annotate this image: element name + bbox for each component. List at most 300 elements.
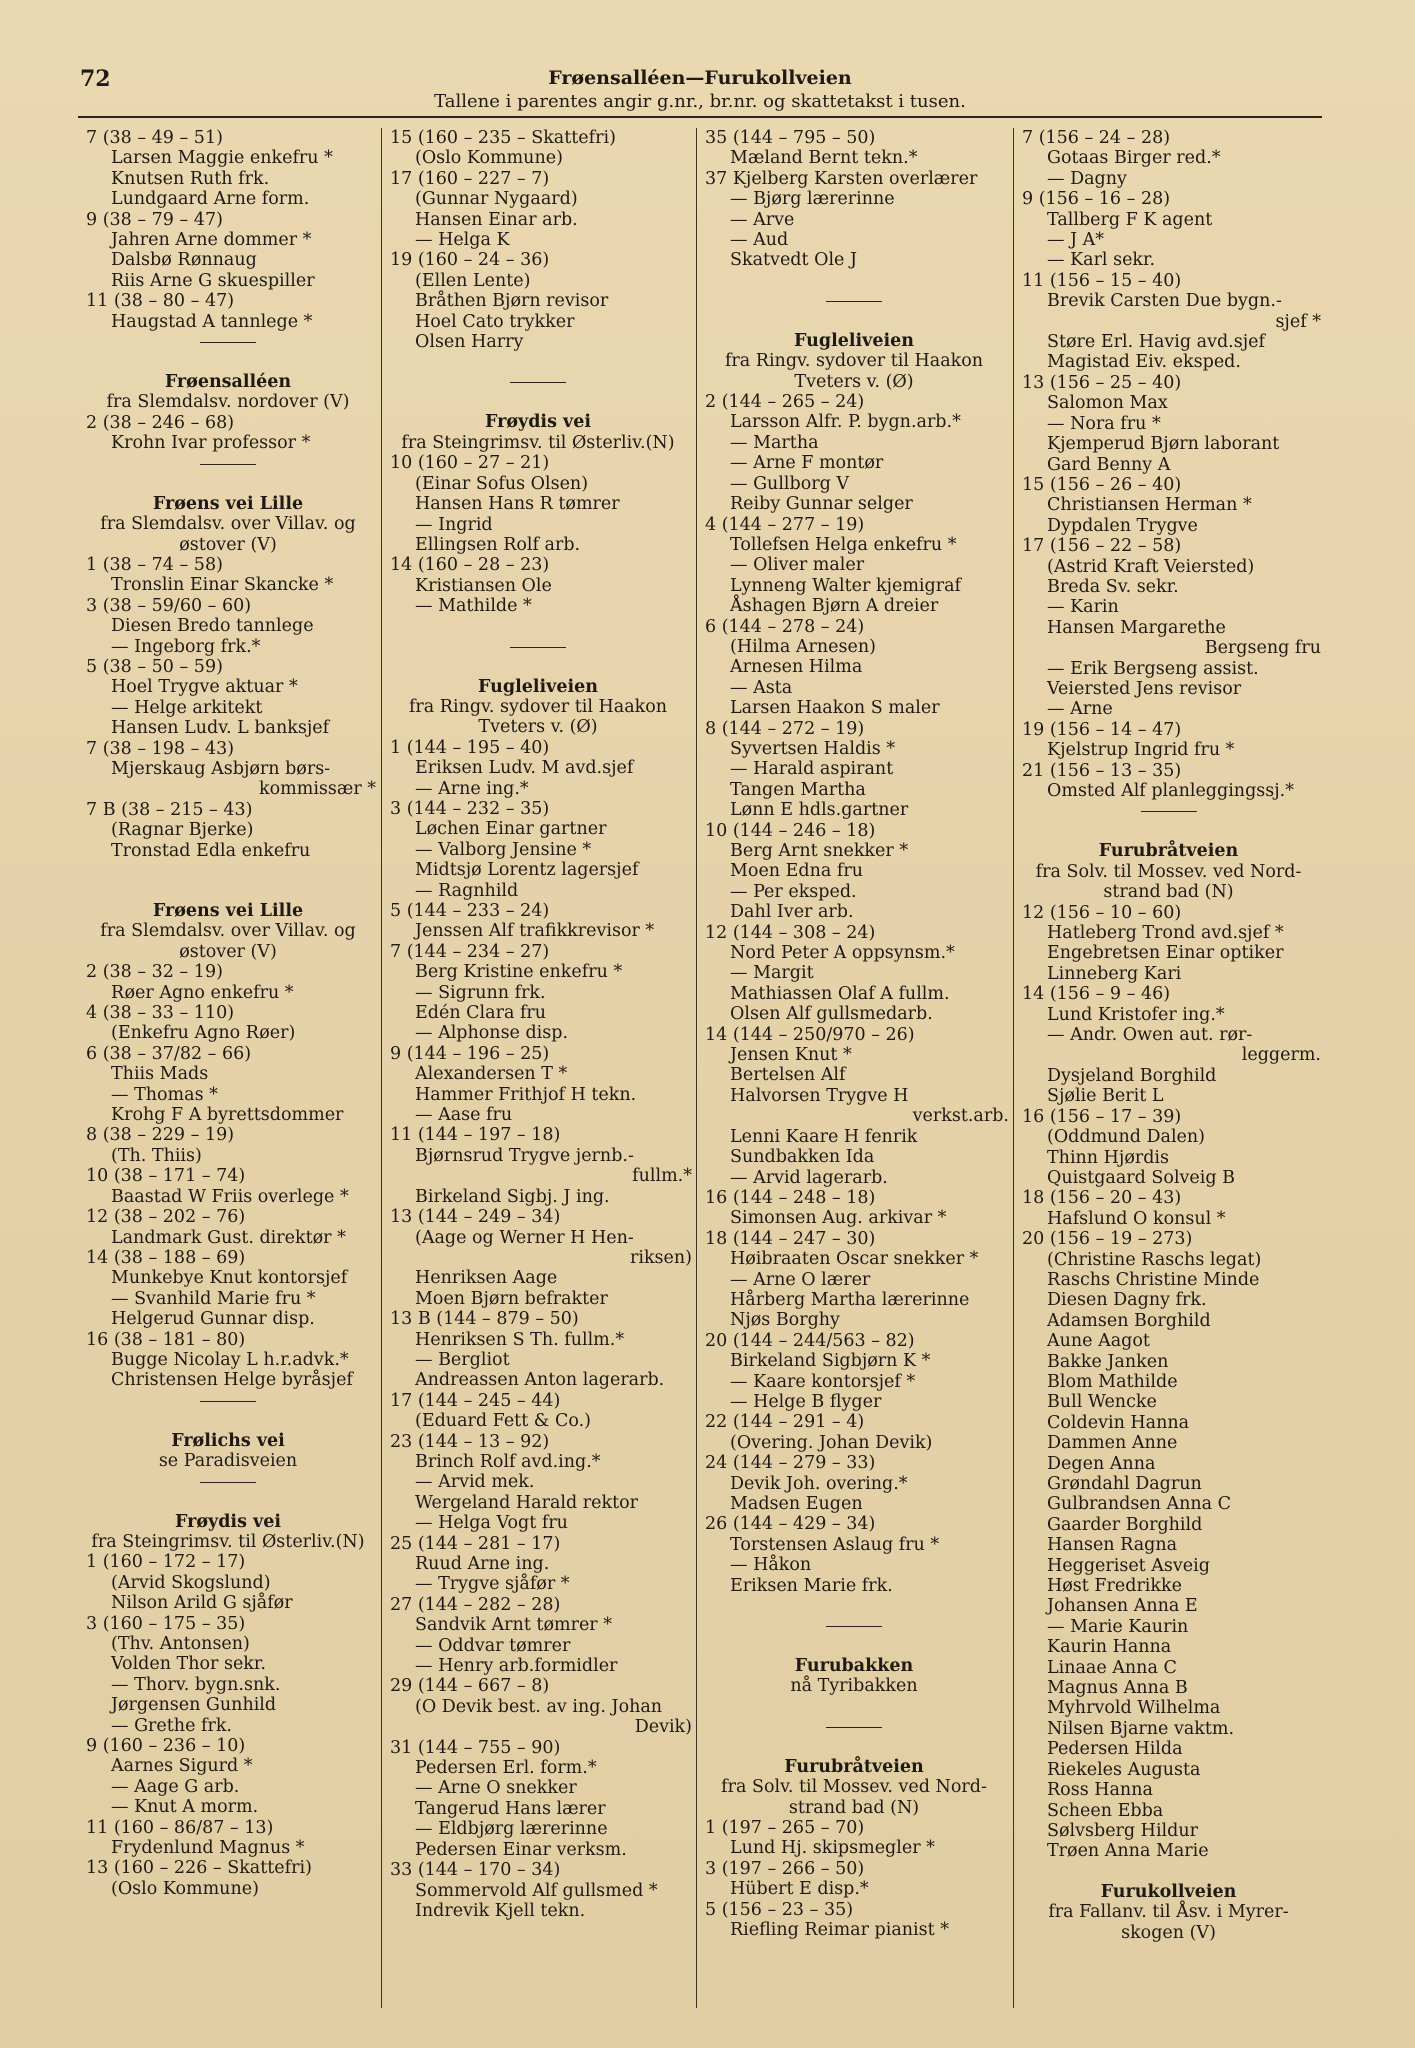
resident-entry: (Ellen Lente) — [415, 270, 531, 291]
resident-entry: Larsen Haakon S maler — [730, 698, 940, 719]
resident-entry: — Valborg Jensine * — [415, 839, 592, 860]
resident-entry: — Arne O lærer — [730, 1269, 871, 1290]
street-description: fra Steingrimsv. til Østerliv.(N) — [401, 432, 675, 453]
house-number-entry: 11 (156 – 15 – 40) — [1022, 270, 1182, 291]
house-number-entry: 19 (160 – 24 – 36) — [390, 250, 550, 271]
house-number-entry: 11 (144 – 197 – 18) — [390, 1125, 561, 1146]
section-divider — [78, 454, 378, 474]
resident-entry: Veiersted Jens revisor — [1047, 678, 1242, 699]
resident-entry: Sundbakken Ida — [730, 1147, 875, 1168]
resident-entry: Degen Anna — [1047, 1453, 1156, 1474]
resident-entry: Midtsjø Lorentz lagersjef — [415, 860, 639, 881]
street-description: nå Tyribakken — [790, 1676, 918, 1697]
house-number-entry: 5 (156 – 23 – 35) — [705, 1899, 854, 1920]
resident-entry: Bråthen Bjørn revisor — [415, 291, 609, 312]
house-number-entry: 17 (156 – 22 – 58) — [1022, 536, 1182, 557]
house-number-entry: 8 (38 – 229 – 19) — [86, 1125, 235, 1146]
resident-entry: Tangerud Hans lærer — [415, 1798, 606, 1819]
resident-entry: — Gullborg V — [730, 473, 850, 494]
house-number-entry: 12 (144 – 308 – 24) — [705, 922, 876, 943]
resident-entry: — Bergliot — [415, 1349, 510, 1370]
house-number-entry: 8 (144 – 272 – 19) — [705, 718, 865, 739]
resident-entry: Sandvik Arnt tømrer * — [415, 1615, 612, 1636]
resident-entry: Njøs Borghy — [730, 1310, 840, 1331]
resident-entry: Krohn Ivar professor * — [111, 433, 311, 454]
house-number-entry: 14 (144 – 250/970 – 26) — [705, 1024, 915, 1045]
house-number-entry: 7 (38 – 198 – 43) — [86, 738, 235, 759]
house-number-entry: 31 (144 – 755 – 90) — [390, 1737, 561, 1758]
house-number-entry: 3 (144 – 232 – 35) — [390, 798, 550, 819]
resident-entry: Skatvedt Ole J — [730, 250, 857, 271]
resident-entry: Gulbrandsen Anna C — [1047, 1494, 1232, 1515]
street-description: østover (V) — [179, 534, 277, 555]
resident-entry: Gotaas Birger red.* — [1047, 148, 1221, 169]
house-number-entry: 18 (144 – 247 – 30) — [705, 1228, 876, 1249]
resident-entry: Lenni Kaare H fenrik — [730, 1126, 918, 1147]
resident-entry: Kjelstrup Ingrid fru * — [1047, 740, 1235, 761]
resident-entry: Bertelsen Alf — [730, 1065, 846, 1086]
street-description: fra Solv. til Mossev. ved Nord- — [1035, 861, 1302, 882]
resident-entry: Lund Kristofer ing.* — [1047, 1004, 1225, 1025]
resident-entry: Henriksen S Th. fullm.* — [415, 1329, 625, 1350]
resident-entry: Aune Aagot — [1047, 1331, 1150, 1352]
house-number-entry: 9 (156 – 16 – 28) — [1022, 189, 1171, 210]
resident-entry: Thinn Hjørdis — [1047, 1147, 1170, 1168]
house-number-entry: 16 (38 – 181 – 80) — [86, 1329, 246, 1350]
resident-entry: Moen Edna fru — [730, 861, 864, 882]
resident-entry: Henriksen Aage — [415, 1268, 558, 1289]
house-number-entry: 6 (38 – 37/82 – 66) — [86, 1043, 252, 1064]
street-description: fra Slemdalsv. over Villav. og — [100, 921, 356, 942]
resident-entry: Linneberg Kari — [1047, 963, 1182, 984]
resident-entry: Arnesen Hilma — [730, 657, 863, 678]
resident-entry: Bull Wencke — [1047, 1392, 1157, 1413]
resident-entry: Mathiassen Olaf A fullm. — [730, 983, 950, 1004]
resident-entry: — Margit — [730, 963, 814, 984]
resident-entry: (Oslo Kommune) — [415, 148, 563, 169]
street-heading: Furubakken — [794, 1656, 914, 1677]
resident-entry: Riis Arne G skuespiller — [111, 270, 315, 291]
resident-entry: — Per eksped. — [730, 881, 857, 902]
house-number-entry: 7 B (38 – 215 – 43) — [86, 799, 253, 820]
resident-entry: Gaarder Borghild — [1047, 1514, 1203, 1535]
header-rule — [78, 116, 1322, 118]
house-number-entry: 10 (160 – 27 – 21) — [390, 453, 550, 474]
resident-entry: Berg Arnt snekker * — [730, 841, 909, 861]
house-number-entry: 18 (156 – 20 – 43) — [1022, 1188, 1182, 1209]
resident-entry: Bakke Janken — [1047, 1351, 1169, 1372]
resident-entry: Hårberg Martha lærerinne — [730, 1289, 970, 1310]
resident-entry: Jenssen Alf trafikkrevisor * — [415, 921, 655, 942]
resident-entry: Dysjeland Borghild — [1047, 1065, 1217, 1086]
resident-entry: Nilsen Bjarne vaktm. — [1047, 1718, 1235, 1739]
house-number-entry: 17 (144 – 245 – 44) — [390, 1390, 561, 1411]
resident-entry: Riefling Reimar pianist * — [730, 1920, 949, 1941]
street-description: fra Slemdalsv. over Villav. og — [100, 514, 356, 535]
resident-entry: Jensen Knut * — [730, 1045, 852, 1066]
resident-entry: Åshagen Bjørn A dreier — [730, 596, 939, 617]
spacer — [78, 1411, 378, 1431]
resident-entry: Grøndahl Dagrun — [1047, 1474, 1202, 1494]
resident-entry: — Eldbjørg lærerinne — [415, 1819, 608, 1840]
resident-entry: Tronslin Einar Skancke * — [111, 575, 334, 596]
resident-entry: Landmark Gust. direktør * — [111, 1227, 346, 1248]
section-divider — [382, 637, 694, 657]
house-number-entry: 23 (144 – 13 – 92) — [390, 1431, 550, 1452]
resident-entry: Wergeland Harald rektor — [415, 1492, 639, 1513]
resident-entry: Hansen Hans R tømrer — [415, 494, 620, 515]
resident-entry: — Helge B flyger — [730, 1391, 882, 1412]
resident-entry: Jahren Arne dommer * — [111, 230, 312, 251]
resident-entry: (Ragnar Bjerke) — [111, 820, 254, 841]
resident-entry: Hansen Ragna — [1047, 1535, 1178, 1556]
resident-entry: Tollefsen Helga enkefru * — [730, 534, 957, 555]
resident-entry: Syvertsen Haldis * — [730, 738, 896, 759]
street-heading: Frøens vei Lille — [152, 493, 304, 514]
street-description: Tveters v. (Ø) — [478, 717, 598, 738]
spacer — [78, 1492, 378, 1512]
house-number-entry: 1 (38 – 74 – 58) — [86, 554, 223, 575]
resident-entry: — Arne F montør — [730, 453, 884, 474]
resident-entry: — Kaare kontorsjef * — [730, 1371, 916, 1392]
spacer — [382, 617, 694, 637]
spacer — [382, 352, 694, 372]
resident-entry: Tangen Martha — [730, 779, 866, 800]
resident-entry: Omsted Alf planleggingssj.* — [1047, 781, 1294, 801]
section-divider — [382, 372, 694, 392]
resident-entry: Løchen Einar gartner — [415, 819, 607, 840]
resident-entry: Magistad Eiv. eksped. — [1047, 352, 1241, 373]
resident-entry: Helgerud Gunnar disp. — [111, 1309, 315, 1330]
continuation-text: sjef * — [1275, 311, 1321, 332]
continuation-text: Bergseng fru — [1204, 638, 1321, 659]
house-number-entry: 3 (38 – 59/60 – 60) — [86, 595, 252, 616]
spacer — [697, 1697, 1011, 1717]
resident-entry: Aarnes Sigurd * — [111, 1756, 253, 1777]
resident-entry: — Ingeborg frk.* — [111, 636, 261, 657]
column-1 — [78, 128, 378, 2008]
resident-entry: Lund Hj. skipsmegler * — [730, 1838, 935, 1859]
resident-entry: (Enkefru Agno Røer) — [111, 1023, 296, 1044]
house-number-entry: 25 (144 – 281 – 17) — [390, 1533, 561, 1554]
resident-entry: — Martha — [730, 432, 819, 453]
resident-entry: Hammer Frithjof H tekn. — [415, 1084, 637, 1105]
house-number-entry: 20 (156 – 19 – 273) — [1022, 1229, 1193, 1250]
house-number-entry: 13 (156 – 25 – 40) — [1022, 372, 1182, 393]
spacer — [1014, 1862, 1323, 1882]
street-description: fra Ringv. sydover til Haakon — [724, 351, 984, 372]
resident-entry: Reiby Gunnar selger — [730, 494, 913, 515]
resident-entry: Kjemperud Bjørn laborant — [1047, 434, 1280, 455]
resident-entry: Myhrvold Wilhelma — [1047, 1698, 1221, 1719]
resident-entry: Larsen Maggie enkefru * — [111, 148, 333, 169]
resident-entry: Dypdalen Trygve — [1047, 515, 1198, 536]
resident-entry: Eriksen Marie frk. — [730, 1575, 893, 1596]
resident-entry: Scheen Ebba — [1047, 1800, 1164, 1821]
resident-entry: (Hilma Arnesen) — [730, 636, 876, 657]
street-description: strand bad (N) — [788, 1797, 920, 1818]
resident-entry: Birkeland Sigbjørn K * — [730, 1351, 931, 1372]
house-number-entry: 3 (160 – 175 – 35) — [86, 1613, 246, 1634]
resident-entry: — Erik Bergseng assist. — [1047, 658, 1259, 679]
street-description: Tveters v. (Ø) — [794, 371, 914, 392]
house-number-entry: 33 (144 – 170 – 34) — [390, 1860, 561, 1881]
spacer — [697, 271, 1011, 291]
house-number-entry: 7 (38 – 49 – 51) — [86, 128, 223, 148]
resident-entry: — Helga Vogt fru — [415, 1513, 568, 1534]
resident-entry: — Dagny — [1047, 168, 1127, 189]
street-heading: Fugleliveien — [794, 330, 914, 351]
street-heading: Frølichs vei — [171, 1430, 285, 1451]
resident-entry: Birkeland Sigbj. J ing. — [415, 1186, 610, 1207]
spacer — [78, 881, 378, 901]
section-divider — [78, 1472, 378, 1492]
resident-entry: Diesen Bredo tannlege — [111, 616, 314, 637]
resident-entry: Engebretsen Einar optiker — [1047, 943, 1284, 964]
page-title: Frøensalléen—Furukollveien — [548, 67, 852, 89]
street-heading: Furukollveien — [1100, 1881, 1237, 1902]
resident-entry: Hoel Cato trykker — [415, 311, 575, 332]
resident-entry: Dammen Anne — [1047, 1433, 1178, 1454]
resident-entry: — Bjørg lærerinne — [730, 189, 895, 210]
resident-entry: Riekeles Augusta — [1047, 1759, 1201, 1780]
resident-entry: (Einar Sofus Olsen) — [415, 473, 589, 494]
continuation-text: fullm.* — [632, 1166, 692, 1187]
section-divider — [697, 291, 1011, 311]
resident-entry: Magnus Anna B — [1047, 1678, 1188, 1699]
resident-entry: — Knut A morm. — [111, 1797, 259, 1818]
house-number-entry: 9 (144 – 196 – 25) — [390, 1043, 550, 1064]
resident-entry: — Alphonse disp. — [415, 1023, 569, 1044]
continuation-text: kommissær * — [258, 779, 376, 800]
resident-entry: — Trygve sjåfør * — [415, 1574, 570, 1595]
resident-entry: — Arne ing.* — [415, 778, 529, 799]
house-number-entry: 7 (144 – 234 – 27) — [390, 941, 550, 962]
street-description: fra Steingrimsv. til Østerliv.(N) — [91, 1531, 365, 1552]
house-number-entry: 2 (38 – 32 – 19) — [86, 962, 223, 983]
resident-entry: — Ragnhild — [415, 880, 519, 901]
section-divider — [697, 1616, 1011, 1636]
resident-entry: — Andr. Owen aut. rør- — [1047, 1025, 1253, 1046]
resident-entry: — Helge arkitekt — [111, 697, 263, 718]
spacer — [697, 1596, 1011, 1616]
section-divider — [1014, 801, 1323, 821]
resident-entry: Madsen Eugen — [730, 1494, 863, 1514]
column-4 — [1013, 128, 1323, 2008]
house-number-entry: 12 (156 – 10 – 60) — [1022, 902, 1182, 923]
resident-entry: Kristiansen Ole — [415, 575, 552, 596]
spacer — [78, 352, 378, 372]
resident-entry: Krohg F A byrettsdommer — [111, 1105, 344, 1126]
resident-entry: Lynneng Walter kjemigraf — [730, 575, 962, 596]
resident-entry: Adamsen Borghild — [1047, 1310, 1211, 1331]
resident-entry: (Christine Raschs legat) — [1047, 1249, 1262, 1270]
street-description: fra Slemdalsv. nordover (V) — [106, 392, 350, 413]
resident-entry: Ruud Arne ing. — [415, 1554, 550, 1574]
house-number-entry: 3 (197 – 266 – 50) — [705, 1858, 865, 1879]
resident-entry: (Oslo Kommune) — [111, 1878, 259, 1899]
house-number-entry: 14 (156 – 9 – 46) — [1022, 984, 1171, 1005]
house-number-entry: 16 (144 – 248 – 18) — [705, 1187, 876, 1208]
resident-entry: Olsen Harry — [415, 332, 524, 353]
house-number-entry: 13 (144 – 249 – 34) — [390, 1207, 561, 1228]
resident-entry: — Grethe frk. — [111, 1715, 232, 1736]
resident-entry: (Thv. Antonsen) — [111, 1634, 250, 1654]
resident-entry: — Oddvar tømrer — [415, 1635, 571, 1656]
house-number-entry: 12 (38 – 202 – 76) — [86, 1207, 246, 1228]
column-2 — [381, 128, 694, 2008]
house-number-entry: 37 Kjelberg Karsten overlærer — [705, 168, 978, 189]
continuation-text: leggerm. — [1241, 1045, 1321, 1066]
house-number-entry: 11 (160 – 86/87 – 13) — [86, 1817, 274, 1838]
spacer — [78, 474, 378, 494]
resident-entry: Larsson Alfr. P. bygn.arb.* — [730, 412, 961, 433]
street-heading: Frøensalléen — [164, 372, 292, 393]
page-subtitle: Tallene i parentes angir g.nr., br.nr. og skattetakst i tusen. — [434, 91, 966, 112]
resident-entry: (O Devik best. av ing. Johan — [415, 1696, 663, 1717]
street-heading: Frøens vei Lille — [152, 901, 304, 921]
resident-entry: — Svanhild Marie fru * — [111, 1288, 316, 1309]
resident-entry: Torstensen Aslaug fru * — [730, 1534, 940, 1555]
resident-entry: (Gunnar Nygaard) — [415, 189, 578, 210]
section-divider — [697, 1717, 1011, 1737]
street-heading: Furubråtveien — [784, 1756, 924, 1777]
resident-entry: Hoel Trygve aktuar * — [111, 677, 298, 698]
street-description: skogen (V) — [1121, 1922, 1216, 1943]
resident-entry: Moen Bjørn befrakter — [415, 1288, 608, 1309]
resident-entry: Lundgaard Arne form. — [111, 189, 310, 210]
street-description: se Paradisveien — [158, 1451, 298, 1472]
resident-entry: Munkebye Knut kontorsjef — [111, 1268, 348, 1289]
resident-entry: Frydenlund Magnus * — [111, 1838, 305, 1859]
house-number-entry: 9 (38 – 79 – 47) — [86, 209, 223, 230]
resident-entry: Christensen Helge byråsjef — [111, 1370, 353, 1391]
house-number-entry: 14 (38 – 188 – 69) — [86, 1247, 246, 1268]
resident-entry: Jørgensen Gunhild — [111, 1695, 277, 1716]
street-description: østover (V) — [179, 941, 277, 962]
resident-entry: Bugge Nicolay L h.r.advk.* — [111, 1349, 349, 1370]
resident-entry: Halvorsen Trygve H — [730, 1085, 909, 1106]
house-number-entry: 13 (160 – 226 – Skattefri) — [86, 1858, 312, 1879]
spacer — [382, 392, 694, 412]
house-number-entry: 11 (38 – 80 – 47) — [86, 291, 235, 312]
page-header — [395, 66, 1005, 114]
resident-entry: (Oddmund Dalen) — [1047, 1127, 1205, 1148]
resident-entry: Hansen Margarethe — [1047, 617, 1226, 638]
resident-entry: Indrevik Kjell tekn. — [415, 1900, 586, 1921]
continuation-text: Devik) — [634, 1717, 692, 1738]
resident-entry: — Karl sekr. — [1047, 250, 1156, 271]
resident-entry: — Helga K — [415, 230, 510, 251]
resident-entry: Devik Joh. overing.* — [730, 1473, 908, 1494]
resident-entry: Edén Clara fru — [415, 1003, 547, 1024]
resident-entry: Dalsbø Rønnaug — [111, 250, 257, 271]
spacer — [697, 1636, 1011, 1656]
resident-entry: Breda Sv. sekr. — [1047, 576, 1179, 597]
resident-entry: — Arne — [1047, 699, 1113, 720]
resident-entry: Volden Thor sekr. — [111, 1654, 266, 1675]
resident-entry: Pedersen Einar verksm. — [415, 1839, 627, 1860]
resident-entry: — Marie Kaurin — [1047, 1616, 1189, 1637]
column-3 — [696, 128, 1011, 2008]
resident-entry: Røer Agno enkefru * — [111, 982, 294, 1003]
resident-entry: Blom Mathilde — [1047, 1371, 1178, 1392]
house-number-entry: 27 (144 – 282 – 28) — [390, 1594, 561, 1615]
resident-entry: Andreassen Anton lagerarb. — [415, 1370, 665, 1391]
resident-entry: Høibraaten Oscar snekker * — [730, 1249, 979, 1270]
section-divider — [78, 332, 378, 352]
resident-entry: — Oliver maler — [730, 555, 865, 576]
house-number-entry: 16 (156 – 17 – 39) — [1022, 1106, 1182, 1127]
house-number-entry: 24 (144 – 279 – 33) — [705, 1453, 876, 1474]
house-number-entry: 4 (38 – 33 – 110) — [86, 1003, 235, 1024]
house-number-entry: 22 (144 – 291 – 4) — [705, 1412, 865, 1433]
street-heading: Frøydis vei — [485, 412, 591, 433]
resident-entry: — Thorv. bygn.snk. — [111, 1674, 281, 1695]
resident-entry: — Karin — [1047, 597, 1119, 618]
house-number-entry: 26 (144 – 429 – 34) — [705, 1514, 876, 1535]
resident-entry: Simonsen Aug. arkivar * — [730, 1208, 947, 1229]
resident-entry: Nord Peter A oppsynsm.* — [730, 943, 955, 964]
resident-entry: Ellingsen Rolf arb. — [415, 534, 581, 555]
street-description: fra Ringv. sydover til Haakon — [408, 696, 668, 717]
resident-entry: Salomon Max — [1047, 393, 1168, 414]
house-number-entry: 5 (38 – 50 – 59) — [86, 656, 223, 677]
house-number-entry: 4 (144 – 277 – 19) — [705, 514, 865, 535]
resident-entry: Eriksen Ludv. M avd.sjef — [415, 758, 634, 779]
house-number-entry: 14 (160 – 28 – 23) — [390, 555, 550, 576]
resident-entry: Sommervold Alf gullsmed * — [415, 1880, 658, 1901]
resident-entry: Sølvsberg Hildur — [1047, 1820, 1198, 1841]
spacer — [1014, 821, 1323, 841]
resident-entry: — Asta — [730, 677, 793, 698]
house-number-entry: 6 (144 – 278 – 24) — [705, 616, 865, 637]
street-heading: Furubråtveien — [1098, 841, 1239, 862]
resident-entry: (Eduard Fett & Co.) — [415, 1411, 591, 1432]
resident-entry: — Aase fru — [415, 1105, 513, 1126]
resident-entry: — Aage G arb. — [111, 1776, 240, 1797]
resident-entry: Støre Erl. Havig avd.sjef — [1047, 332, 1265, 353]
house-number-entry: 21 (156 – 13 – 35) — [1022, 760, 1182, 781]
spacer — [697, 1737, 1011, 1757]
house-number-entry: 17 (160 – 227 – 7) — [390, 168, 550, 189]
street-description: fra Solv. til Mossev. ved Nord- — [721, 1777, 987, 1798]
resident-entry: Olsen Alf gullsmedarb. — [730, 1004, 933, 1025]
resident-entry: Johansen Anna E — [1047, 1596, 1198, 1617]
house-number-entry: 15 (160 – 235 – Skattefri) — [390, 128, 616, 148]
house-number-entry: 5 (144 – 233 – 24) — [390, 901, 550, 921]
house-number-entry: 10 (144 – 246 – 18) — [705, 820, 876, 841]
resident-entry: — Arne O snekker — [415, 1778, 577, 1799]
resident-entry: Baastad W Friis overlege * — [111, 1186, 349, 1207]
resident-entry: (Aage og Werner H Hen- — [415, 1227, 634, 1248]
resident-entry: Kaurin Hanna — [1047, 1637, 1172, 1658]
house-number-entry: 19 (156 – 14 – 47) — [1022, 719, 1182, 740]
resident-entry: (Overing. Johan Devik) — [730, 1432, 933, 1453]
resident-entry: — Mathilde * — [415, 596, 532, 617]
spacer — [697, 311, 1011, 331]
street-description: strand bad (N) — [1103, 882, 1234, 903]
resident-entry: — J A* — [1047, 230, 1105, 251]
street-heading: Frøydis vei — [175, 1511, 281, 1532]
resident-entry: Mæland Bernt tekn.* — [730, 148, 918, 169]
resident-entry: Knutsen Ruth frk. — [111, 168, 270, 189]
resident-entry: (Th. Thiis) — [111, 1145, 202, 1166]
resident-entry: — Sigrunn frk. — [415, 982, 546, 1003]
street-heading: Fugleliveien — [478, 676, 598, 697]
resident-entry: Trøen Anna Marie — [1047, 1841, 1209, 1862]
resident-entry: Berg Kristine enkefru * — [415, 962, 623, 983]
